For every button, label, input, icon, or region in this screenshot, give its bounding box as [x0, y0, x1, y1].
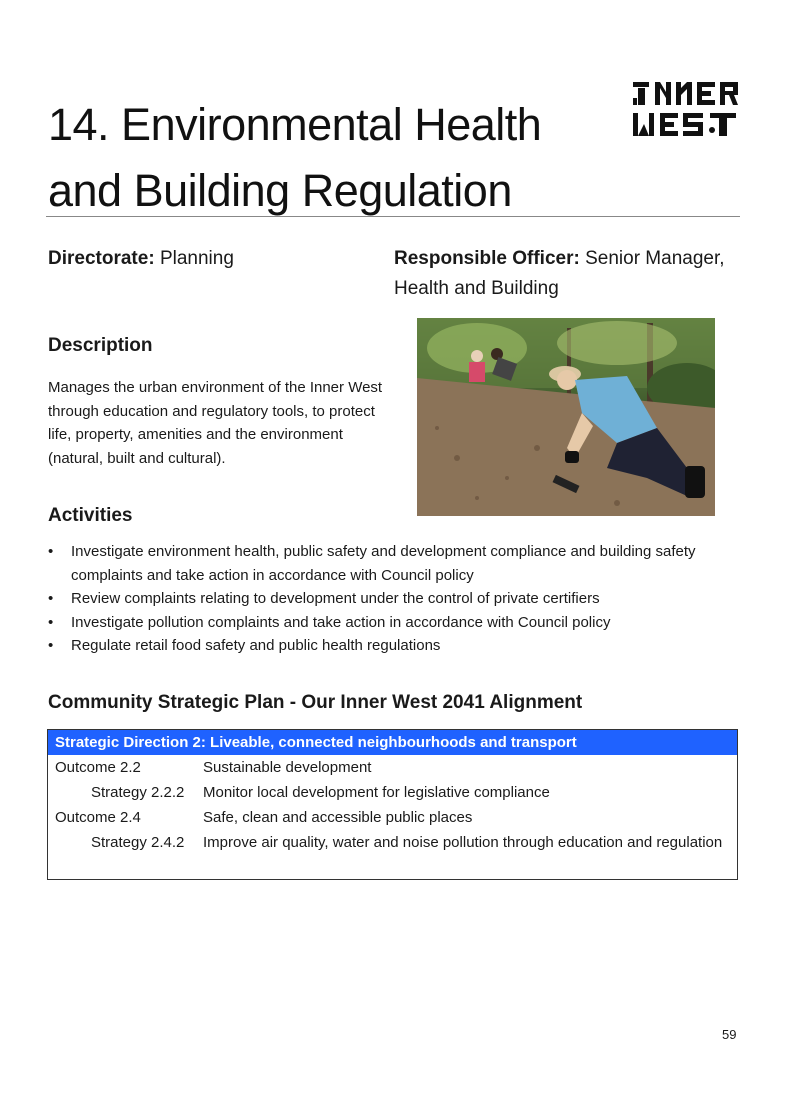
- activity-text: Investigate pollution complaints and take action in accordance with Council policy: [71, 613, 611, 631]
- responsible-officer-value-line-2: Health and Building: [394, 278, 559, 299]
- bullet-icon: •: [48, 543, 54, 560]
- strategy-code: Strategy 2.2.2: [91, 784, 185, 801]
- inner-west-logo: [630, 80, 742, 140]
- csp-heading: Community Strategic Plan - Our Inner West 2041 Alignment: [48, 692, 583, 713]
- directorate: [48, 244, 348, 274]
- list-item: [48, 634, 738, 658]
- bullet-icon: •: [48, 637, 54, 654]
- title-divider: [46, 216, 740, 217]
- responsible-officer: [394, 244, 744, 304]
- outcome-text: Sustainable development: [203, 759, 372, 776]
- outcome-code: Outcome 2.2: [55, 759, 141, 776]
- responsible-officer-value-line-1: Senior Manager,: [585, 248, 725, 269]
- table-row: [48, 830, 737, 880]
- page-title: [48, 92, 608, 224]
- page-title-line-1: 14. Environmental Health: [48, 99, 542, 150]
- directorate-value: Planning: [159, 248, 234, 269]
- page-title-line-2: and Building Regulation: [48, 165, 512, 216]
- list-item: [48, 540, 738, 587]
- strategy-text: Improve air quality, water and noise pollution through education and regulation: [203, 834, 723, 851]
- activity-text: Investigate environment health, public safety and development compliance and building safety complaints and take action in accordance with Council policy: [71, 543, 696, 584]
- table-row: [48, 805, 737, 830]
- page-number: 59: [722, 1027, 737, 1042]
- activity-text: Regulate retail food safety and public health regulations: [71, 637, 441, 654]
- strategy-code: Strategy 2.4.2: [91, 834, 185, 851]
- responsible-officer-label: Responsible Officer:: [394, 248, 580, 269]
- outcome-code: Outcome 2.4: [55, 809, 141, 826]
- activities-list: [48, 540, 738, 658]
- description-heading: Description: [48, 335, 153, 356]
- list-item: [48, 587, 738, 611]
- activities-heading: Activities: [48, 505, 133, 526]
- activity-text: Review complaints relating to development under the control of private certifiers: [71, 590, 600, 607]
- community-planting-photo: [417, 318, 715, 516]
- outcome-text: Safe, clean and accessible public places: [203, 809, 473, 826]
- table-row: [48, 780, 737, 805]
- strategic-direction-header: Strategic Direction 2: Liveable, connected neighbourhoods and transport: [48, 730, 737, 755]
- strategy-text: Monitor local development for legislative compliance: [203, 784, 550, 801]
- bullet-icon: •: [48, 613, 54, 631]
- description-text: Manages the urban environment of the Inner West through education and regulatory tools, to protect life, property, amenities and the environment (natural, built and cultural).: [48, 379, 383, 467]
- directorate-label: Directorate:: [48, 248, 155, 269]
- bullet-icon: •: [48, 590, 54, 607]
- list-item: [48, 611, 738, 635]
- csp-alignment-table: [47, 729, 738, 880]
- table-row: [48, 755, 737, 780]
